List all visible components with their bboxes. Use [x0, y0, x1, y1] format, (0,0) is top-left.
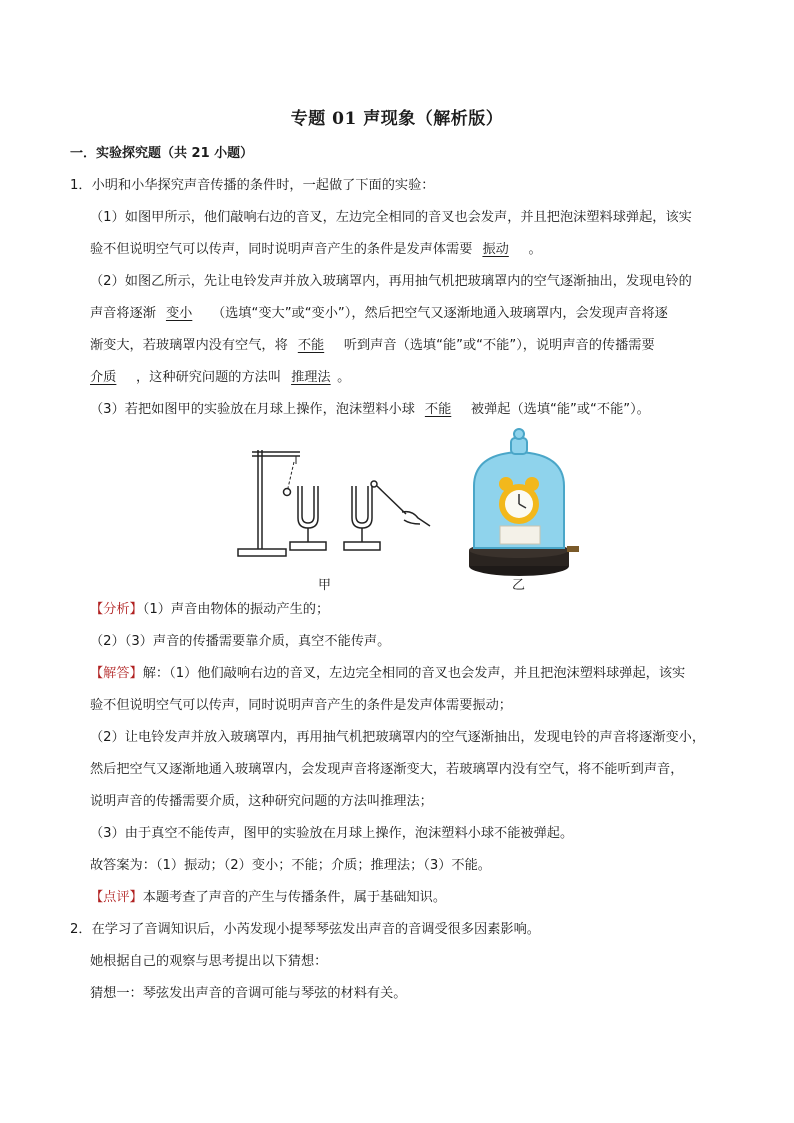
q1-part3-line — [90, 400, 650, 420]
experiment-illustration — [234, 426, 584, 596]
q1-part2-line3 — [90, 336, 655, 356]
q1-answer-blank-1: 振动 — [482, 242, 509, 257]
q1-part1-end: 。 — [528, 242, 542, 257]
tuning-fork-apparatus — [238, 450, 430, 556]
answer-summary: 故答案为：（1）振动；（2）变小；不能；介质；推理法；（3）不能。 — [90, 858, 491, 873]
q1-part2-line2 — [90, 304, 668, 324]
q1-answer-blank-4: 介质 — [90, 370, 117, 385]
q1-part1-text: 验不但说明空气可以传声，同时说明声音产生的条件是发声体需要 — [90, 242, 473, 257]
analysis-text-1: （1）声音由物体的振动产生的； — [142, 602, 330, 617]
figure-label-jia: 甲 — [318, 578, 332, 593]
q1-part2-text-d: 听到声音（选填“能”或“不能”），说明声音的传播需要 — [343, 338, 655, 353]
q1-part1-line2 — [90, 240, 542, 260]
solution-line-3: （2）让电铃发声并放入玻璃罩内，再用抽气机把玻璃罩内的空气逐渐抽出，发现电铃的声音将逐渐变小， — [90, 730, 706, 745]
solution-line-2: 验不但说明空气可以传声，同时说明声音产生的条件是发声体需要振动； — [90, 698, 512, 713]
solution-tag: 【解答】 — [90, 666, 143, 681]
solution-text-1: 解：（1）他们敲响右边的音叉，左边完全相同的音叉也会发声，并且把泡沫塑料球弹起，该实 — [142, 666, 686, 681]
experiment-figure — [234, 426, 584, 596]
analysis-line-1 — [90, 600, 329, 620]
analysis-tag: 【分析】 — [90, 602, 143, 617]
page-title: 专题 01 声现象（解析版） — [290, 109, 504, 129]
q1-part2-text-e: ，这种研究问题的方法叫 — [136, 370, 282, 385]
solution-line-1 — [90, 664, 685, 684]
comment-line — [90, 888, 446, 908]
comment-text: 本题考查了声音的产生与传播条件，属于基础知识。 — [142, 890, 447, 905]
q1-part1-line1: （1）如图甲所示，他们敲响右边的音叉，左边完全相同的音叉也会发声，并且把泡沫塑料球弹起，该实 — [90, 210, 692, 225]
q1-part2-text-a: 声音将逐渐 — [90, 306, 156, 321]
question-2-line-2: 她根据自己的观察与思考提出以下猜想： — [90, 954, 328, 969]
q1-part2-text-b: （选填“变大”或“变小”），然后把空气又逐渐地通入玻璃罩内，会发现声音将逐 — [211, 306, 668, 321]
question-2-stem: 2．在学习了音调知识后，小芮发现小提琴琴弦发出声音的音调受很多因素影响。 — [70, 922, 540, 937]
q1-answer-blank-5: 推理法 — [291, 370, 331, 385]
comment-tag: 【点评】 — [90, 890, 143, 905]
figure-label-yi: 乙 — [512, 578, 526, 593]
q1-part2-line4 — [90, 368, 350, 388]
q1-part3-text-b: 被弹起（选填“能”或“不能”）。 — [470, 402, 650, 417]
question-2-line-3: 猜想一：琴弦发出声音的音调可能与琴弦的材料有关。 — [90, 986, 407, 1001]
q1-answer-blank-6: 不能 — [424, 402, 452, 417]
q1-part2-text-f: 。 — [337, 370, 351, 385]
section-heading: 一．实验探究题（共 21 小题） — [70, 146, 254, 161]
q1-answer-blank-3: 不能 — [297, 338, 325, 353]
question-1-stem: 1．小明和小华探究声音传播的条件时，一起做了下面的实验： — [70, 178, 435, 193]
solution-line-6: （3）由于真空不能传声，图甲的实验放在月球上操作，泡沫塑料小球不能被弹起。 — [90, 826, 574, 841]
solution-line-4: 然后把空气又逐渐地通入玻璃罩内，会发现声音将逐渐变大，若玻璃罩内没有空气，将不能听到声音， — [90, 762, 684, 777]
q1-part2-line1: （2）如图乙所示，先让电铃发声并放入玻璃罩内，再用抽气机把玻璃罩内的空气逐渐抽出，发现电铃的 — [90, 274, 692, 289]
solution-line-5: 说明声音的传播需要介质，这种研究问题的方法叫推理法； — [90, 794, 433, 809]
analysis-line-2: （2）（3）声音的传播需要靠介质，真空不能传声。 — [90, 634, 391, 649]
q1-part3-text-a: （3）若把如图甲的实验放在月球上操作，泡沫塑料小球 — [90, 402, 415, 417]
q1-part2-text-c: 渐变大，若玻璃罩内没有空气，将 — [90, 338, 288, 353]
q1-answer-blank-2: 变小 — [165, 306, 193, 321]
bell-jar-apparatus — [469, 429, 579, 576]
